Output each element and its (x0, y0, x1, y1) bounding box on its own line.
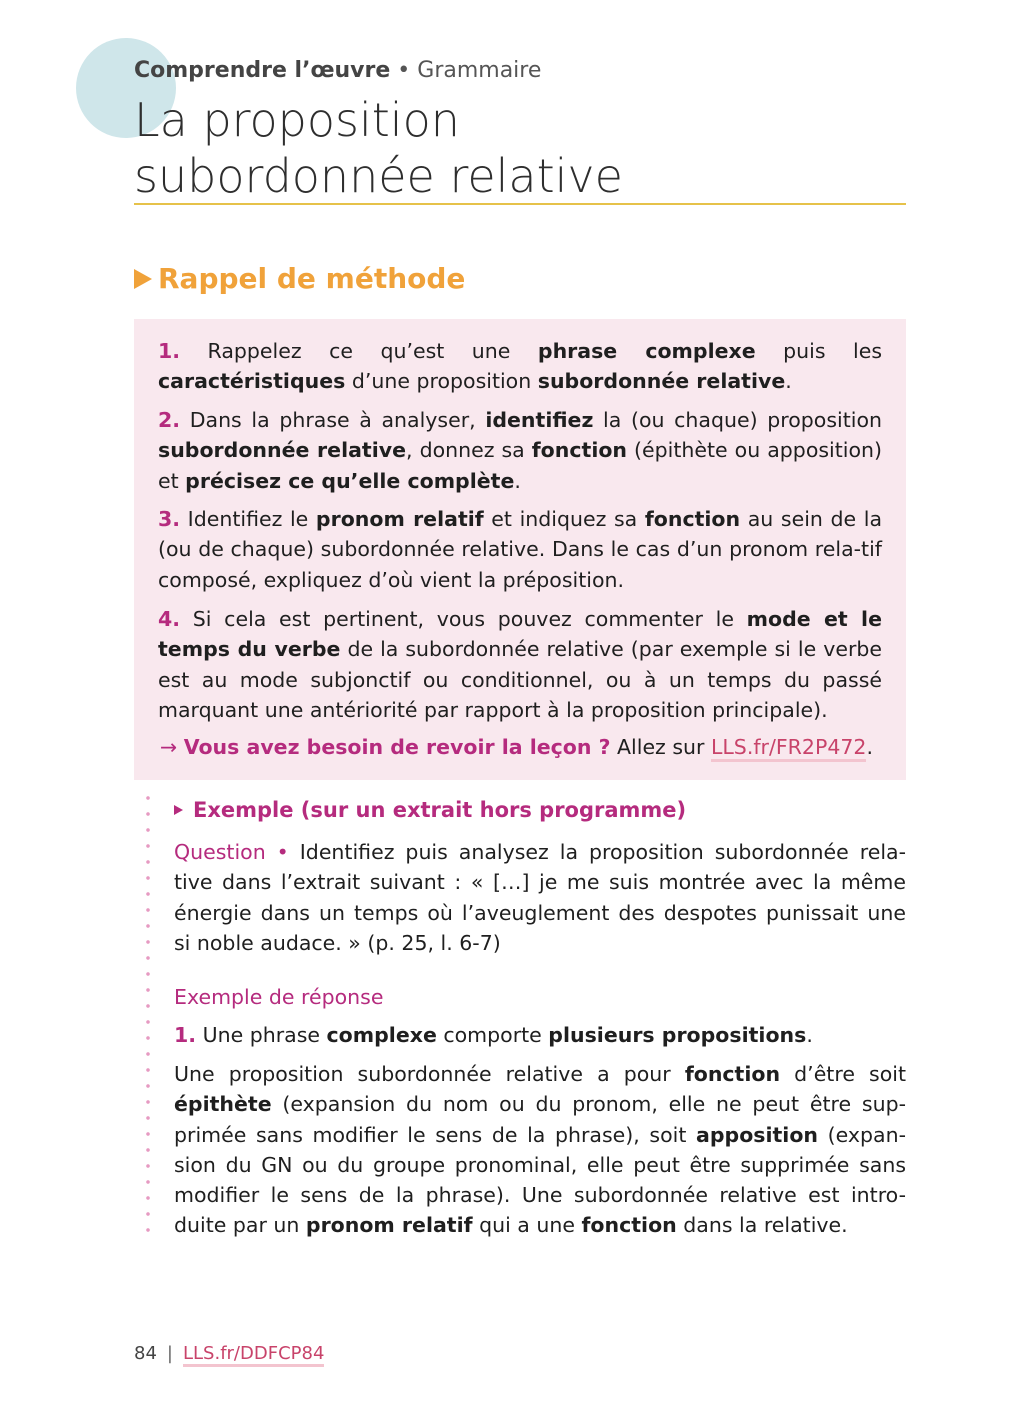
dotted-margin-line (146, 790, 150, 1234)
bold-text: subordonnée relative (537, 369, 786, 394)
method-heading-text: Rappel de méthode (158, 262, 466, 295)
item-number: 3. (158, 507, 181, 531)
page-title (134, 92, 623, 204)
bold-text: fonction (684, 1062, 781, 1086)
text: la (ou chaque) proposition (593, 408, 882, 432)
arrow-right-icon: → (160, 735, 178, 759)
text: Identifiez le (180, 507, 316, 531)
kicker-section: Comprendre l’œuvre (134, 58, 391, 83)
kicker (134, 58, 541, 83)
page-footer (134, 1343, 324, 1364)
method-box (134, 319, 906, 780)
help-question: Vous avez besoin de revoir la leçon ? (183, 735, 611, 759)
bold-text: phrase complexe (537, 339, 756, 363)
footer-link[interactable]: LLS.fr/DDFCP84 (183, 1343, 324, 1367)
bold-text: complexe (326, 1023, 437, 1047)
method-item-1 (158, 336, 882, 397)
item-number: 2. (158, 408, 181, 432)
question-text: Identifiez puis analysez la proposition subordonnée rela-tive dans l’extrait suivant : « […] je me suis montrée avec la même énergie dans un temps où l’aveuglement des despotes punissait une si noble audace. » (p. 25, l. 6-7) (174, 840, 906, 955)
bold-text: plusieurs propositions (548, 1023, 807, 1047)
bold-text: mode et le temps du verbe (158, 607, 882, 662)
text: (expan-sion du GN ou du groupe pronominal, elle peut être supprimée sans modifier le sens de la phrase). Une subordonnée relative est intro-duite par un (174, 1122, 906, 1238)
text: . (785, 369, 792, 394)
text: comporte (436, 1023, 549, 1047)
text: . (806, 1023, 813, 1047)
footer-separator: | (166, 1343, 173, 1364)
text: Rappelez ce qu’est une (180, 339, 538, 363)
kicker-topic: Grammaire (417, 58, 542, 83)
bold-text: caractéristiques (158, 369, 346, 394)
answer-2 (174, 1059, 906, 1241)
item-number: 4. (158, 607, 181, 631)
bold-text: identifiez (485, 408, 594, 432)
text: Si cela est pertinent, vous pouvez commenter le (180, 607, 747, 631)
text: Une proposition subordonnée relative a pour (174, 1062, 685, 1086)
text: dans la relative. (676, 1213, 848, 1238)
text: de la subordonnée relative (par exemple si le verbe est au mode subjonctif ou conditionnel, ou à un temps du passé marquant une antériorité par rapport à la proposition principale). (158, 637, 882, 722)
text: (épithète ou apposition) et (158, 438, 882, 493)
bold-text: pronom relatif (315, 507, 484, 531)
bold-text: fonction (581, 1213, 677, 1238)
bold-text: fonction (644, 507, 741, 531)
text: , donnez sa (406, 438, 532, 463)
example-heading-text: Exemple (sur un extrait hors programme) (193, 798, 687, 822)
help-text: Allez sur (610, 735, 711, 759)
text: puis les (755, 339, 882, 363)
bold-text: pronom relatif (305, 1213, 473, 1238)
answer-label: Exemple de réponse (174, 985, 384, 1009)
example-question (174, 837, 906, 958)
method-heading (134, 262, 465, 295)
text: qui a une (472, 1213, 582, 1238)
text: d’être soit (780, 1062, 906, 1086)
lesson-help-line (160, 735, 873, 759)
question-separator: • (265, 840, 300, 864)
method-item-4 (158, 604, 882, 725)
text: . (514, 468, 521, 493)
text: au sein de la (ou de chaque) subordonnée relative. Dans le cas d’un pronom rela-tif composé, expliquez d’où vient la préposition. (158, 507, 883, 592)
triangle-bullet-icon (134, 269, 152, 289)
text: Une phrase (196, 1023, 327, 1047)
answer-1 (174, 1020, 906, 1050)
question-label: Question (174, 840, 266, 864)
page-title-line1: La proposition (134, 93, 460, 147)
method-item-2 (158, 405, 882, 496)
triangle-bullet-icon (174, 805, 183, 815)
example-heading (174, 798, 686, 822)
bold-text: fonction (531, 438, 628, 463)
lesson-link[interactable]: LLS.fr/FR2P472 (711, 735, 867, 762)
item-number: 1. (174, 1023, 197, 1047)
bold-text: précisez ce qu’elle complète (185, 468, 515, 493)
text: d’une proposition (345, 369, 538, 394)
help-end: . (866, 735, 873, 759)
text: et indiquez sa (483, 507, 645, 531)
bold-text: épithète (174, 1092, 272, 1117)
page-number: 84 (134, 1343, 157, 1364)
method-item-3 (158, 504, 882, 595)
bold-text: subordonnée relative (158, 438, 407, 463)
bold-text: apposition (696, 1122, 819, 1147)
kicker-separator: • (390, 58, 418, 83)
title-divider (134, 203, 906, 205)
page-title-line2: subordonnée relative (134, 149, 623, 203)
text: Dans la phrase à analyser, (180, 408, 486, 432)
text: (expansion du nom ou du pronom, elle ne peut être sup-primée sans modifier le sens de la phrase), soit (174, 1092, 906, 1147)
item-number: 1. (158, 339, 181, 363)
